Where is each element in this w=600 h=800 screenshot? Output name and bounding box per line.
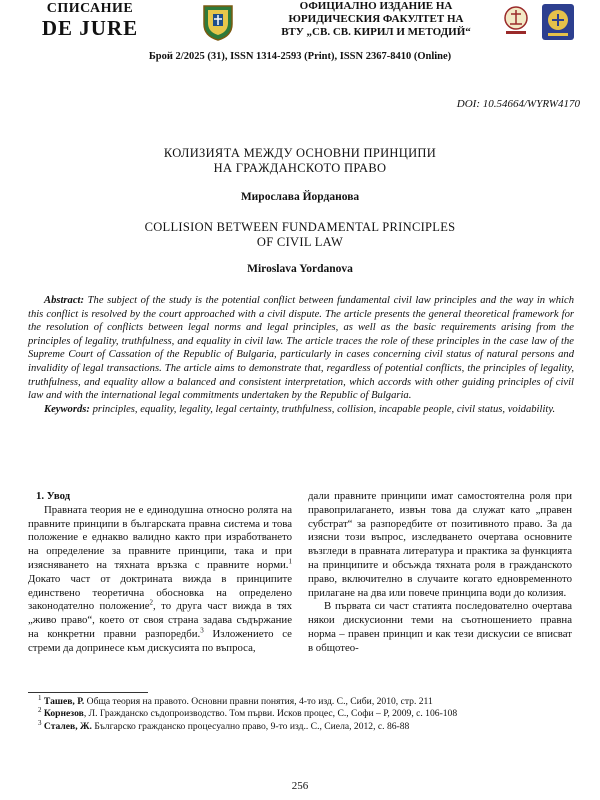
- footnote-ref-1[interactable]: 1: [288, 557, 292, 566]
- official-line1: ОФИЦИАЛНО ИЗДАНИЕ НА: [299, 0, 453, 12]
- footnote-1: [28, 693, 574, 708]
- footnote-2: [28, 708, 574, 720]
- body-paragraph-continued: дали правните принципи имат самостоятелна роля при правоприлагането, извън това да служат като „правен субстрат“ за разпоредбите от позитивното право. За да изясни този въпрос, изследването очертава основните възгледи в правната литература и практика за функцията на принципите и обсъжда тяхната роля в гражданското право, включително в случаите когато едновременното прилагане на два или повече принципа води до колизия.: [308, 490, 572, 599]
- footnote-ref-3[interactable]: 3: [200, 626, 204, 635]
- body-column-left: [28, 490, 292, 656]
- footnote-author: Корнезов: [43, 708, 84, 720]
- footnote-3: [28, 718, 574, 733]
- journal-seal-icon: [540, 2, 576, 42]
- article-title-bulgarian: [0, 146, 600, 176]
- journal-name: [20, 2, 160, 39]
- footnote-author: Ташев, Р.: [43, 696, 85, 707]
- page-number: 256: [291, 780, 309, 792]
- footnote-text: Обща теория на правото. Основни правни понятия, 4-то изд. С., Сиби, 2010, стр. 211: [84, 696, 433, 707]
- footnote-number: 1: [38, 693, 42, 702]
- faculty-logo-icon: [502, 4, 530, 36]
- doi-link[interactable]: DOI: 10.54664/WYRW4170: [456, 98, 580, 110]
- official-line3: ВТУ „СВ. СВ. КИРИЛ И МЕТОДИЙ“: [281, 26, 471, 38]
- author-english: Miroslava Yordanova: [247, 263, 353, 275]
- body-text-1b: Докато част от доктрината вижда в принципите единствено теоретична обосновка на определено законодателно положение: [28, 572, 292, 613]
- official-line2: ЮРИДИЧЕСКИЯ ФАКУЛТЕТ НА: [288, 13, 464, 25]
- title-en-line1: COLLISION BETWEEN FUNDAMENTAL PRINCIPLES: [144, 220, 456, 234]
- title-bg-line1: КОЛИЗИЯТА МЕЖДУ ОСНОВНИ ПРИНЦИПИ: [163, 146, 437, 160]
- issue-line: Брой 2/2025 (31), ISSN 1314-2593 (Print), ISSN 2367-8410 (Online): [148, 51, 452, 62]
- journal-header: [0, 0, 600, 62]
- body-text-1a: Правната теория не е единодушна относно ролята на правните принципи в българската правна система и това положение е еднакво валидно както при изработването на определение за правните принципи, така и при изясняването на тяхната връзка с правните норми.: [28, 503, 292, 571]
- footnote-number: 3: [38, 718, 42, 727]
- keywords-label: Keywords:: [44, 403, 90, 415]
- abstract-block: [28, 294, 574, 416]
- footnote-number: 2: [38, 706, 42, 715]
- article-title-english: [0, 220, 600, 250]
- body-text-1d: Изложението се стреми да допринесе към дискусията по въпроса,: [28, 627, 292, 654]
- abstract-paragraph: [28, 294, 574, 403]
- footnote-text: Българско гражданско процесуално право, 9-то изд.. С., Сиела, 2012, с. 86-88: [91, 720, 410, 732]
- footnote-separator: [28, 692, 148, 693]
- body-paragraph: [28, 504, 292, 656]
- abstract-text: The subject of the study is the potential conflict between fundamental civil law principles and the way in which this conflict is resolved by the court approached with a civil dispute. The article presents the general theoretical framework for the resolution of conflicts between legal norms and legal principles, as well as the basic requirements arising from the principles of legality, truthfulness, and equality in civil law. The article traces the role of these principles in the case law of the Supreme Court of Cassation of the Republic of Bulgaria, particularly in cases concerning civil status of natural persons and invalidity of legal transactions. The article aims to demonstrate that, regardless of potential conflicts, the principles of legality, truthfulness, and equality allow a balanced and consistent interpretation, which accords with other guiding principles of civil law and with the international legal commitments undertaken by the Republic of Bulgaria.: [28, 295, 574, 402]
- footnote-author: Сталев, Ж.: [43, 720, 92, 732]
- footnote-text: , Л. Гражданско съдопроизводство. Том първи. Исков процес, С., Софи – Р, 2009, с. 106-108: [83, 708, 458, 720]
- official-publisher: [262, 0, 490, 39]
- keywords-paragraph: [28, 403, 574, 417]
- footnote-ref-2[interactable]: 2: [149, 598, 154, 607]
- title-bg-line2: НА ГРАЖДАНСКОТО ПРАВО: [213, 161, 387, 175]
- body-column-right: [308, 490, 572, 656]
- section-heading: 1. Увод: [36, 490, 71, 502]
- title-en-line2: OF CIVIL LAW: [256, 235, 344, 249]
- body-paragraph-2: В първата си част статията последователно очертава някои дискусионни теми на съотношението правна норма – правен принцип и как тези дискусии се вписват в общотео-: [308, 600, 572, 654]
- journal-name-line1: СПИСАНИЕ: [46, 1, 134, 16]
- footnotes: [28, 693, 574, 733]
- abstract-label: Abstract:: [44, 295, 85, 306]
- body-text-1c: , то друга част вижда в тях „живо право“, което от своя страна задава съдържание на конкретни правни разпоредби.: [28, 600, 292, 640]
- author-bulgarian: Мирослава Йорданова: [240, 191, 360, 203]
- journal-name-line2: DE JURE: [41, 16, 139, 40]
- university-crest-icon: [198, 2, 238, 42]
- keywords-text: principles, equality, legality, legal certainty, truthfulness, collision, incapable people, civil status, voidability.: [92, 403, 556, 415]
